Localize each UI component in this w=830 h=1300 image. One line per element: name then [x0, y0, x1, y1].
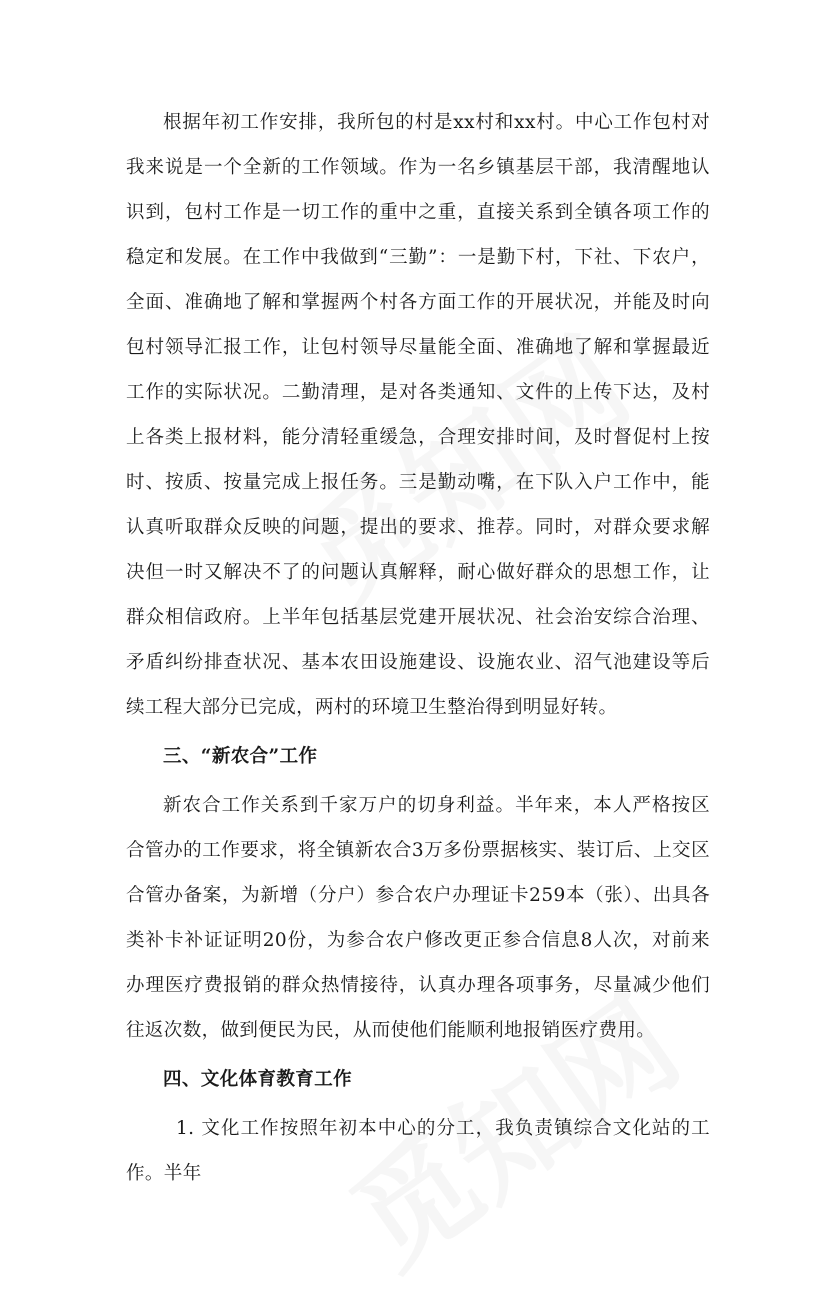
document-body — [126, 100, 710, 1196]
section-heading: 四、文化体育教育工作 — [163, 1069, 353, 1090]
list-item: 1. 文化工作按照年初本中心的分工，我负责镇综合文化站的工作。半年 — [126, 1118, 710, 1184]
body-paragraph: 新农合工作关系到千家万户的切身利益。半年来，本人严格按区合管办的工作要求，将全镇新农合3万多份票据核实、装订后、上交区合管办备案，为新增（分户）参合农户办理证卡259本（张）、出具各类补卡补证证明20份，为参合农户修改更正参合信息8人次，对前来办理医疗费报销的群众热情接待，认真办理各项事务，尽量减少他们往返次数，做到便民为民，从而使他们能顺利地报销医疗费用。 — [126, 795, 710, 1041]
section-heading: 三、“新农合”工作 — [163, 746, 318, 767]
body-paragraph: 根据年初工作安排，我所包的村是xx村和xx村。中心工作包村对我来说是一个全新的工作领域。作为一名乡镇基层干部，我清醒地认识到，包村工作是一切工作的重中之重，直接关系到全镇各项工作的稳定和发展。在工作中我做到“三勤”：一是勤下村，下社、下农户，全面、准确地了解和掌握两个村各方面工作的开展状况，并能及时向包村领导汇报工作，让包村领导尽量能全面、准确地了解和掌握最近工作的实际状况。二勤清理，是对各类通知、文件的上传下达，及村上各类上报材料，能分清轻重缓急，合理安排时间，及时督促村上按时、按质、按量完成上报任务。三是勤动嘴，在下队入户工作中，能认真听取群众反映的问题，提出的要求、推荐。同时，对群众要求解决但一时又解决不了的问题认真解释，耐心做好群众的思想工作，让群众相信政府。上半年包括基层党建开展状况、社会治安综合治理、矛盾纠纷排查状况、基本农田设施建设、设施农业、沼气池建设等后续工程大部分已完成，两村的环境卫生整治得到明显好转。 — [126, 112, 710, 718]
